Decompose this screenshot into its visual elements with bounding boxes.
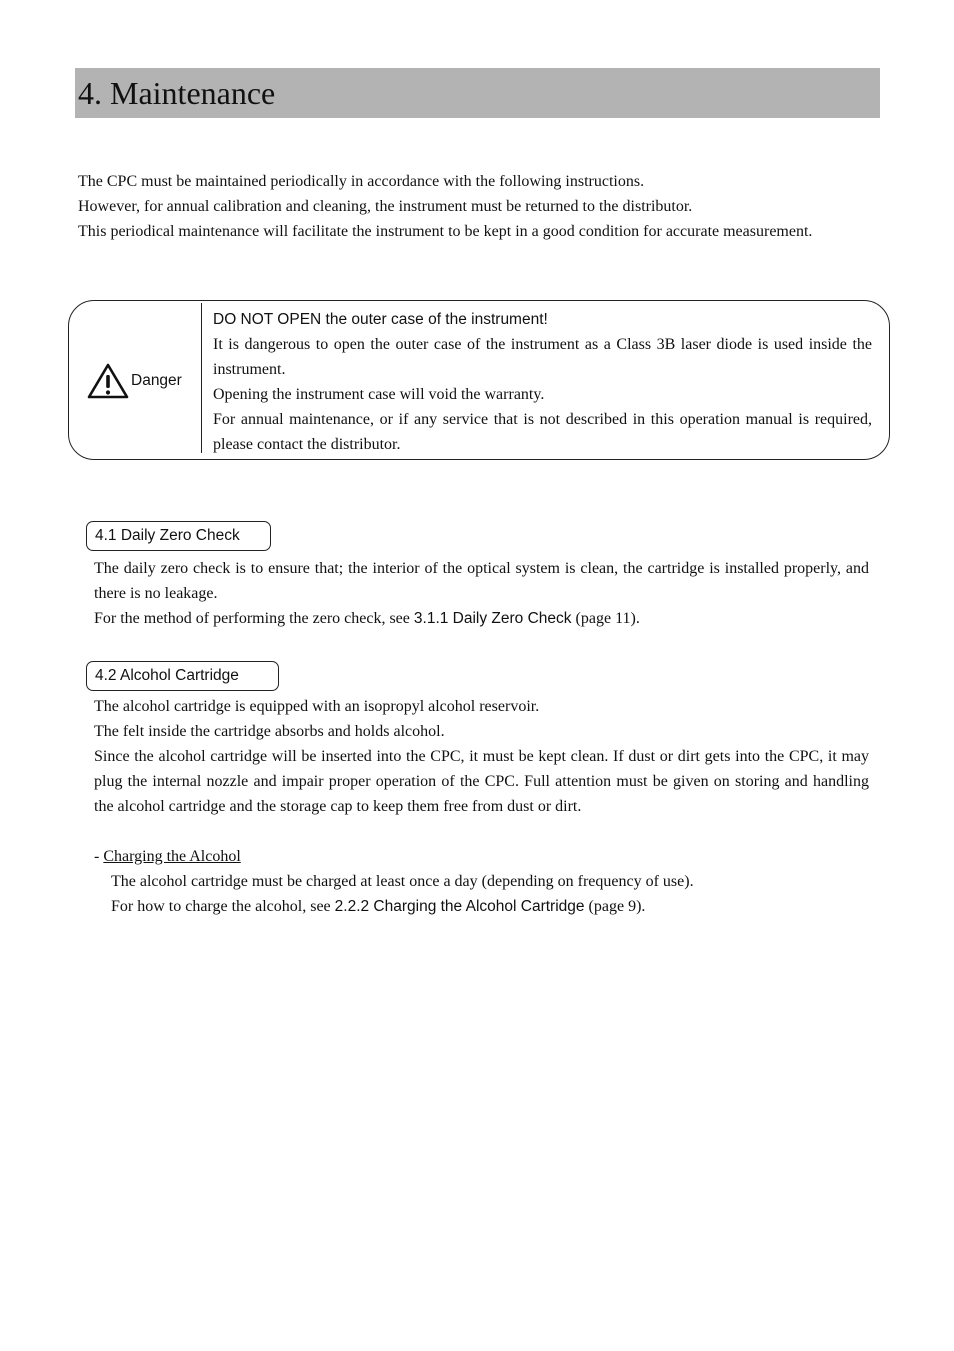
danger-line: Opening the instrument case will void the warranty.	[213, 386, 545, 403]
section-4-2-paragraph: Since the alcohol cartridge will be inserted into the CPC, it must be kept clean. If dust or dirt gets into the CPC, it may plug the internal nozzle and impair proper operation of the CPC. Full attention must be given on storing and handling the alcohol cartridge and the storage cap to keep them free from dust or dirt.	[94, 748, 869, 815]
section-4-2-line: The felt inside the cartridge absorbs and holds alcohol.	[94, 723, 445, 740]
danger-divider	[201, 303, 202, 453]
danger-heading: DO NOT OPEN the outer case of the instrument!	[213, 311, 548, 328]
danger-label: Danger	[131, 372, 182, 389]
danger-notice-box	[68, 300, 890, 460]
ref-prefix: For how to charge the alcohol, see	[111, 898, 335, 915]
charging-line: The alcohol cartridge must be charged at least once a day (depending on frequency of use).	[111, 873, 694, 890]
ref-link-daily-zero-check[interactable]: 3.1.1 Daily Zero Check	[413, 610, 572, 627]
ref-suffix: (page 9).	[584, 898, 646, 915]
sub-dash: -	[94, 848, 104, 865]
section-4-1-reference	[94, 606, 869, 631]
chapter-title-bar	[75, 68, 880, 118]
ref-prefix: For the method of performing the zero check, see	[94, 610, 414, 627]
danger-line: For annual maintenance, or if any service that is not described in this operation manual is required, please contact the distributor.	[213, 411, 872, 453]
section-4-1-paragraph: The daily zero check is to ensure that; the interior of the optical system is clean, the cartridge is installed properly, and there is no leakage.	[94, 560, 869, 602]
chapter-title: 4. Maintenance	[78, 75, 276, 111]
intro-line: This periodical maintenance will facilitate the instrument to be kept in a good condition for accurate measurement.	[78, 223, 813, 240]
charging-heading: Charging the Alcohol	[103, 848, 241, 865]
ref-suffix: (page 11).	[571, 610, 640, 627]
warning-triangle-icon	[87, 363, 129, 399]
ref-link-charging-alcohol-cartridge[interactable]: 2.2.2 Charging the Alcohol Cartridge	[334, 898, 585, 915]
danger-line: It is dangerous to open the outer case of the instrument as a Class 3B laser diode is used inside the instrument.	[213, 336, 872, 378]
section-4-2-body	[94, 694, 869, 919]
charging-reference	[94, 894, 869, 919]
section-4-1-label: 4.1 Daily Zero Check	[86, 521, 271, 551]
intro-line: However, for annual calibration and cleaning, the instrument must be returned to the distributor.	[78, 198, 693, 215]
intro-text	[78, 169, 870, 244]
section-4-1-body	[94, 556, 869, 631]
danger-label-group	[87, 363, 182, 399]
section-4-2-line: The alcohol cartridge is equipped with an isopropyl alcohol reservoir.	[94, 698, 540, 715]
danger-text	[213, 307, 872, 457]
section-4-2-label: 4.2 Alcohol Cartridge	[86, 661, 279, 691]
charging-heading-line	[94, 844, 869, 869]
intro-line: The CPC must be maintained periodically in accordance with the following instructions.	[78, 173, 645, 190]
